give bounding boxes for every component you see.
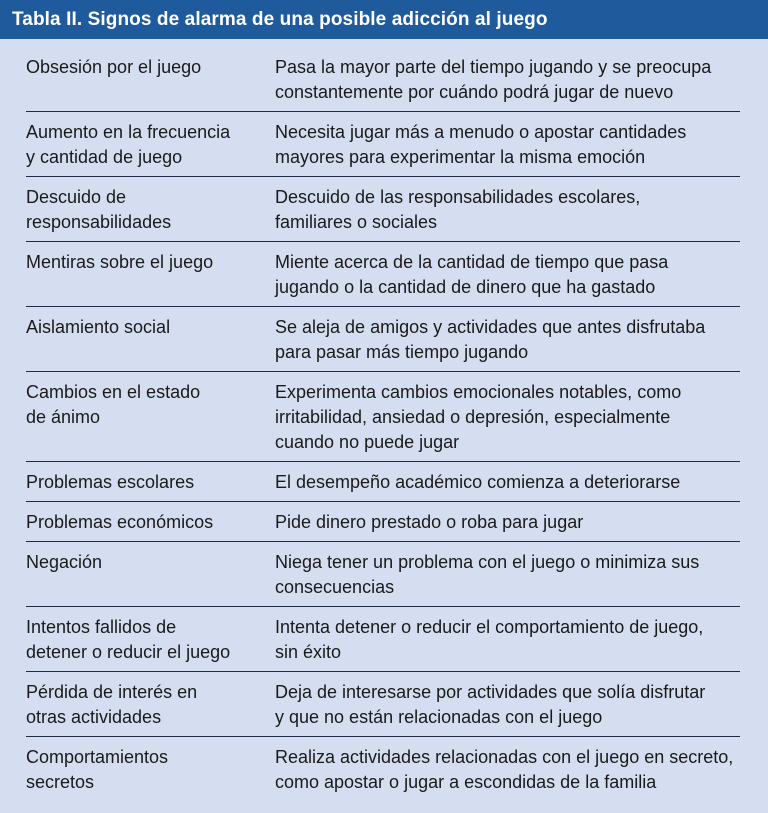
- table-body: [0, 39, 768, 801]
- sign-cell: Aumento en la frecuencia y cantidad de juego: [26, 122, 231, 167]
- description-cell: Intenta detener o reducir el comportamiento de juego, sin éxito: [275, 617, 704, 662]
- sign-cell: Descuido de responsabilidades: [26, 187, 172, 232]
- table-row: [26, 242, 740, 307]
- description-cell: Deja de interesarse por actividades que solía disfrutar y que no están relacionadas con el juego: [275, 682, 706, 727]
- table-row: [26, 737, 740, 801]
- sign-cell: Mentiras sobre el juego: [26, 252, 214, 272]
- sign-cell: Problemas económicos: [26, 512, 214, 532]
- table-row: [26, 672, 740, 737]
- table-row: [26, 112, 740, 177]
- table-row: [26, 502, 740, 542]
- table-row: [26, 307, 740, 372]
- description-cell: Realiza actividades relacionadas con el juego en secreto, como apostar o jugar a escondidas de la familia: [275, 747, 734, 792]
- description-cell: Miente acerca de la cantidad de tiempo que pasa jugando o la cantidad de dinero que ha gastado: [275, 252, 669, 297]
- sign-cell: Intentos fallidos de detener o reducir el juego: [26, 617, 231, 662]
- table-title: Tabla II. Signos de alarma de una posible adicción al juego: [12, 8, 548, 30]
- sign-cell: Cambios en el estado de ánimo: [26, 382, 201, 427]
- table-row: [26, 177, 740, 242]
- description-cell: Se aleja de amigos y actividades que antes disfrutaba para pasar más tiempo jugando: [275, 317, 706, 362]
- table-header: [0, 0, 768, 39]
- description-cell: Pasa la mayor parte del tiempo jugando y se preocupa constantemente por cuándo podrá jugar de nuevo: [275, 57, 712, 102]
- sign-cell: Obsesión por el juego: [26, 57, 202, 77]
- description-cell: Necesita jugar más a menudo o apostar cantidades mayores para experimentar la misma emoción: [275, 122, 687, 167]
- sign-cell: Aislamiento social: [26, 317, 171, 337]
- sign-cell: Problemas escolares: [26, 472, 195, 492]
- description-cell: Experimenta cambios emocionales notables, como irritabilidad, ansiedad o depresión, especialmente cuando no puede jugar: [275, 382, 682, 452]
- table-row: [26, 462, 740, 502]
- sign-cell: Comportamientos secretos: [26, 747, 169, 792]
- table-row: [26, 542, 740, 607]
- sign-cell: Negación: [26, 552, 103, 572]
- description-cell: Pide dinero prestado o roba para jugar: [275, 512, 584, 532]
- description-cell: Descuido de las responsabilidades escolares, familiares o sociales: [275, 187, 641, 232]
- table-row: [26, 47, 740, 112]
- description-cell: Niega tener un problema con el juego o minimiza sus consecuencias: [275, 552, 700, 597]
- table-row: [26, 607, 740, 672]
- description-cell: El desempeño académico comienza a deteriorarse: [275, 472, 681, 492]
- sign-cell: Pérdida de interés en otras actividades: [26, 682, 198, 727]
- table-row: [26, 372, 740, 462]
